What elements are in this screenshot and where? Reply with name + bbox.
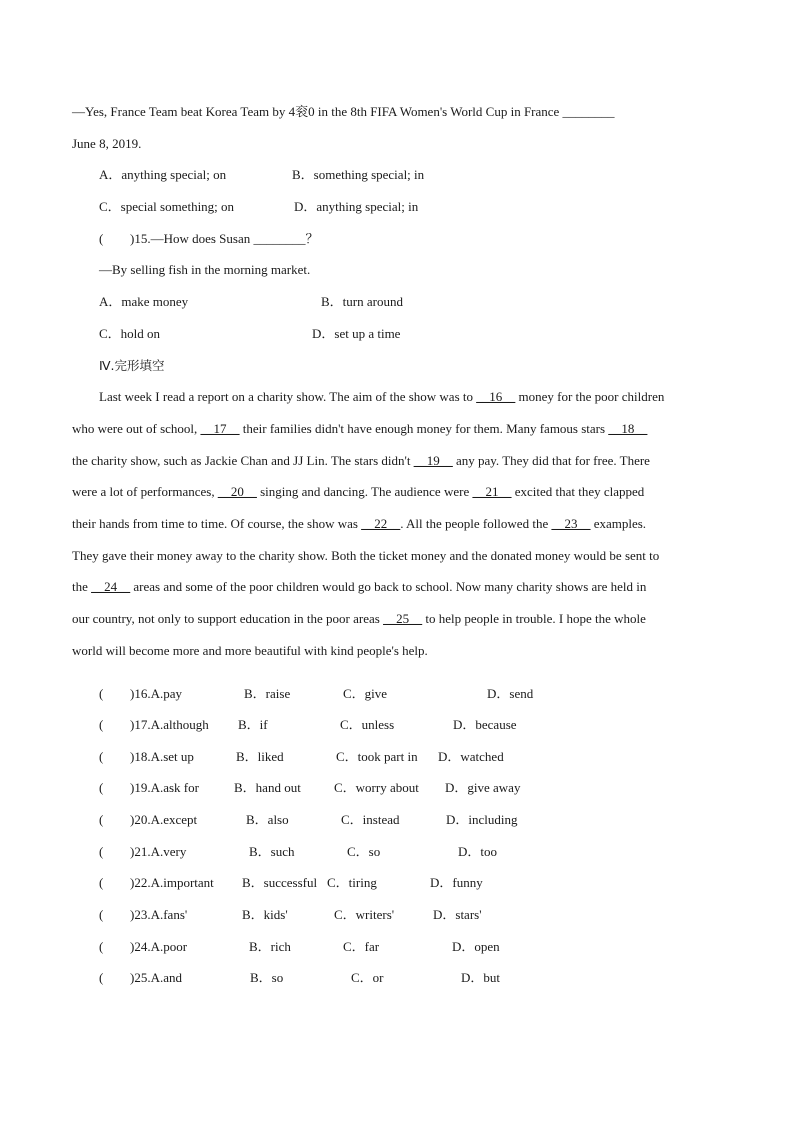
question-option-b: B．hand out (234, 780, 301, 795)
question-option-a: )25.A.and (130, 970, 182, 985)
question-option-b: B．so (250, 970, 284, 985)
passage-line (72, 579, 646, 595)
passage-text: their hands from time to time. Of course, the show was (72, 516, 362, 531)
q15-option-b: B．turn around (321, 294, 403, 309)
passage-text: our country, not only to support education in the poor areas (72, 611, 384, 626)
question-option-b: B．such (249, 844, 295, 859)
question-option-d: D．but (461, 970, 501, 985)
question-paren: ( (99, 939, 104, 954)
question-option-c: C．unless (340, 717, 395, 732)
q14-answer-line: —Yes, France Team beat Korea Team by 4衮0 in the 8th FIFA Women's World Cup in France ________ (72, 104, 615, 119)
passage-line (99, 389, 664, 405)
q14-option-c: C．special something; on (99, 199, 235, 214)
question-option-d: D．stars' (433, 907, 482, 922)
question-option-d: D．because (453, 717, 517, 732)
question-paren: ( (99, 970, 104, 985)
question-option-d: D．funny (430, 875, 483, 890)
blank-18: __18__ (608, 421, 648, 436)
question-option-a: )16.A.pay (130, 686, 182, 701)
blank-17: __17__ (200, 421, 240, 436)
question-option-a: )22.A.important (130, 875, 214, 890)
question-paren: ( (99, 907, 104, 922)
passage-text: examples. (590, 516, 647, 531)
question-option-c: C．took part in (336, 749, 418, 764)
passage-text: singing and dancing. The audience were (256, 484, 473, 499)
q14-option-a: A．anything special; on (99, 167, 227, 182)
question-option-d: D．watched (438, 749, 504, 764)
passage-text: Last week I read a report on a charity show. The aim of the show was to (99, 389, 477, 404)
passage-line (72, 453, 650, 469)
question-paren: ( (99, 717, 104, 732)
question-option-a: )19.A.ask for (130, 780, 199, 795)
section-title: Ⅳ.完形填空 (99, 358, 165, 373)
passage-line: world will become more and more beautiful with kind people's help. (72, 643, 428, 658)
question-paren: ( (99, 780, 104, 795)
question-option-b: B．successful (242, 875, 318, 890)
q14-answer-date: June 8, 2019. (72, 136, 142, 151)
question-option-c: C．writers' (334, 907, 395, 922)
q14-option-d: D．anything special; in (294, 199, 419, 214)
question-option-b: B．also (246, 812, 289, 827)
passage-line (72, 611, 646, 627)
passage-text: the (72, 579, 92, 594)
question-option-c: C．instead (341, 812, 400, 827)
question-option-a: )20.A.except (130, 812, 198, 827)
question-option-a: )17.A.although (130, 717, 209, 732)
blank-19: __19__ (413, 453, 453, 468)
q15-answer: —By selling fish in the morning market. (99, 262, 311, 277)
blank-22: __22__ (361, 516, 401, 531)
q15-option-c: C．hold on (99, 326, 161, 341)
passage-text: who were out of school, (72, 421, 201, 436)
question-paren: ( (99, 844, 104, 859)
question-option-a: )23.A.fans' (130, 907, 188, 922)
q14-option-b: B．something special; in (292, 167, 425, 182)
question-option-b: B．raise (244, 686, 291, 701)
question-option-a: )24.A.poor (130, 939, 188, 954)
passage-text: the charity show, such as Jackie Chan and JJ Lin. The stars didn't (72, 453, 414, 468)
passage-text: to help people in trouble. I hope the whole (422, 611, 646, 626)
blank-24: __24__ (91, 579, 131, 594)
q15-stem: )15.—How does Susan ________？ (130, 231, 319, 246)
blank-16: __16__ (476, 389, 516, 404)
blank-23: __23__ (551, 516, 591, 531)
passage-line (72, 516, 646, 532)
q15-paren: ( (99, 231, 104, 246)
passage-line (72, 484, 644, 500)
passage-text: were a lot of performances, (72, 484, 218, 499)
question-option-d: D．give away (445, 780, 521, 795)
question-option-b: B．if (238, 717, 268, 732)
question-paren: ( (99, 812, 104, 827)
question-option-c: C．so (347, 844, 381, 859)
question-option-a: )18.A.set up (130, 749, 194, 764)
q15-option-a: A．make money (99, 294, 189, 309)
question-option-b: B．liked (236, 749, 284, 764)
passage-text: excited that they clapped (511, 484, 645, 499)
question-option-c: C．far (343, 939, 380, 954)
question-option-c: C．tiring (327, 875, 377, 890)
question-option-c: C．or (351, 970, 384, 985)
passage-text: their families didn't have enough money for them. Many famous stars (239, 421, 609, 436)
blank-20: __20__ (217, 484, 257, 499)
passage-text: money for the poor children (515, 389, 665, 404)
blank-21: __21__ (472, 484, 512, 499)
passage-text: areas and some of the poor children would go back to school. Now many charity shows are held in (130, 579, 647, 594)
question-option-d: D．send (487, 686, 534, 701)
question-option-a: )21.A.very (130, 844, 187, 859)
question-paren: ( (99, 749, 104, 764)
question-paren: ( (99, 686, 104, 701)
passage-line (72, 421, 647, 437)
question-paren: ( (99, 875, 104, 890)
question-option-b: B．rich (249, 939, 291, 954)
question-option-d: D．open (452, 939, 500, 954)
passage-text: any pay. They did that for free. There (452, 453, 650, 468)
passage-line: They gave their money away to the charity show. Both the ticket money and the donated money would be sent to (72, 548, 660, 563)
question-option-d: D．including (446, 812, 518, 827)
question-option-c: C．worry about (334, 780, 419, 795)
q15-option-d: D．set up a time (312, 326, 401, 341)
question-option-b: B．kids' (242, 907, 288, 922)
passage-text: . All the people followed the (400, 516, 552, 531)
blank-25: __25__ (383, 611, 423, 626)
question-option-d: D．too (458, 844, 498, 859)
question-option-c: C．give (343, 686, 388, 701)
